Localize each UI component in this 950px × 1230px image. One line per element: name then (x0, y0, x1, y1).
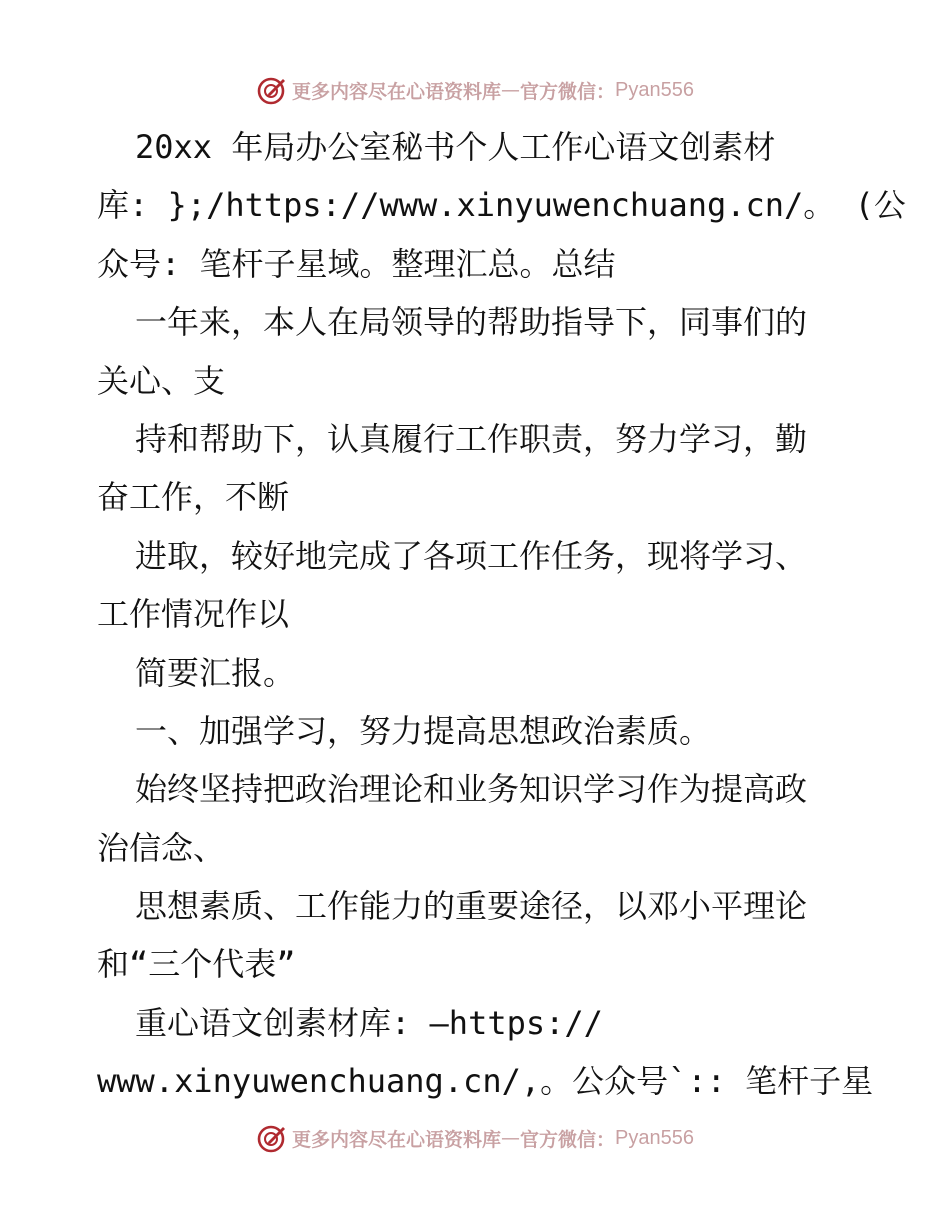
footer-watermark-banner (0, 1118, 950, 1158)
text-line: www.xinyuwenchuang.cn/,。公众号`:: 笔杆子星 (97, 1062, 874, 1101)
header-watermark-banner (0, 70, 950, 110)
banner-main-text: 更多内容尽在心语资料库 (292, 1128, 502, 1151)
brand-logo-icon (256, 74, 288, 106)
text-line: 众号: 笔杆子星域。整理汇总。总结 (97, 244, 616, 283)
text-line: 和“三个代表” (97, 945, 296, 984)
banner-main-text: 更多内容尽在心语资料库 (292, 80, 502, 103)
banner-wechat-label: 官方微信： (520, 1128, 616, 1151)
brand-logo-icon (256, 1122, 288, 1154)
banner-wechat-id: Pyan556 (615, 1126, 694, 1149)
text-line: 进取，较好地完成了各项工作任务，现将学习、 (135, 536, 808, 575)
section-heading: 一、加强学习，努力提高思想政治素质。 (135, 711, 712, 750)
text-line: 关心、支 (97, 361, 226, 400)
banner-wechat-label: 官方微信： (520, 80, 616, 103)
text-line: 始终坚持把政治理论和业务知识学习作为提高政 (135, 770, 808, 809)
text-line: 治信念、 (97, 828, 226, 867)
text-line: 一年来，本人在局领导的帮助指导下，同事们的 (135, 303, 808, 342)
text-line: 工作情况作以 (97, 595, 290, 634)
text-line: 库: };/https://www.xinyuwenchuang.cn/。 (公 (97, 186, 906, 225)
text-line: 思想素质、工作能力的重要途径，以邓小平理论 (135, 887, 808, 926)
document-body (97, 118, 906, 1111)
text-line: 20xx 年局办公室秘书个人工作心语文创素材 (135, 128, 776, 166)
banner-separator: — (501, 1127, 521, 1149)
text-line: 简要汇报。 (135, 653, 296, 692)
banner-wechat-id: Pyan556 (615, 78, 694, 101)
text-line: 重心语文创素材库: —https:// (135, 1003, 603, 1042)
banner-separator: — (501, 79, 521, 101)
text-line: 奋工作，不断 (97, 478, 290, 517)
text-line: 持和帮助下，认真履行工作职责，努力学习，勤 (135, 419, 808, 458)
